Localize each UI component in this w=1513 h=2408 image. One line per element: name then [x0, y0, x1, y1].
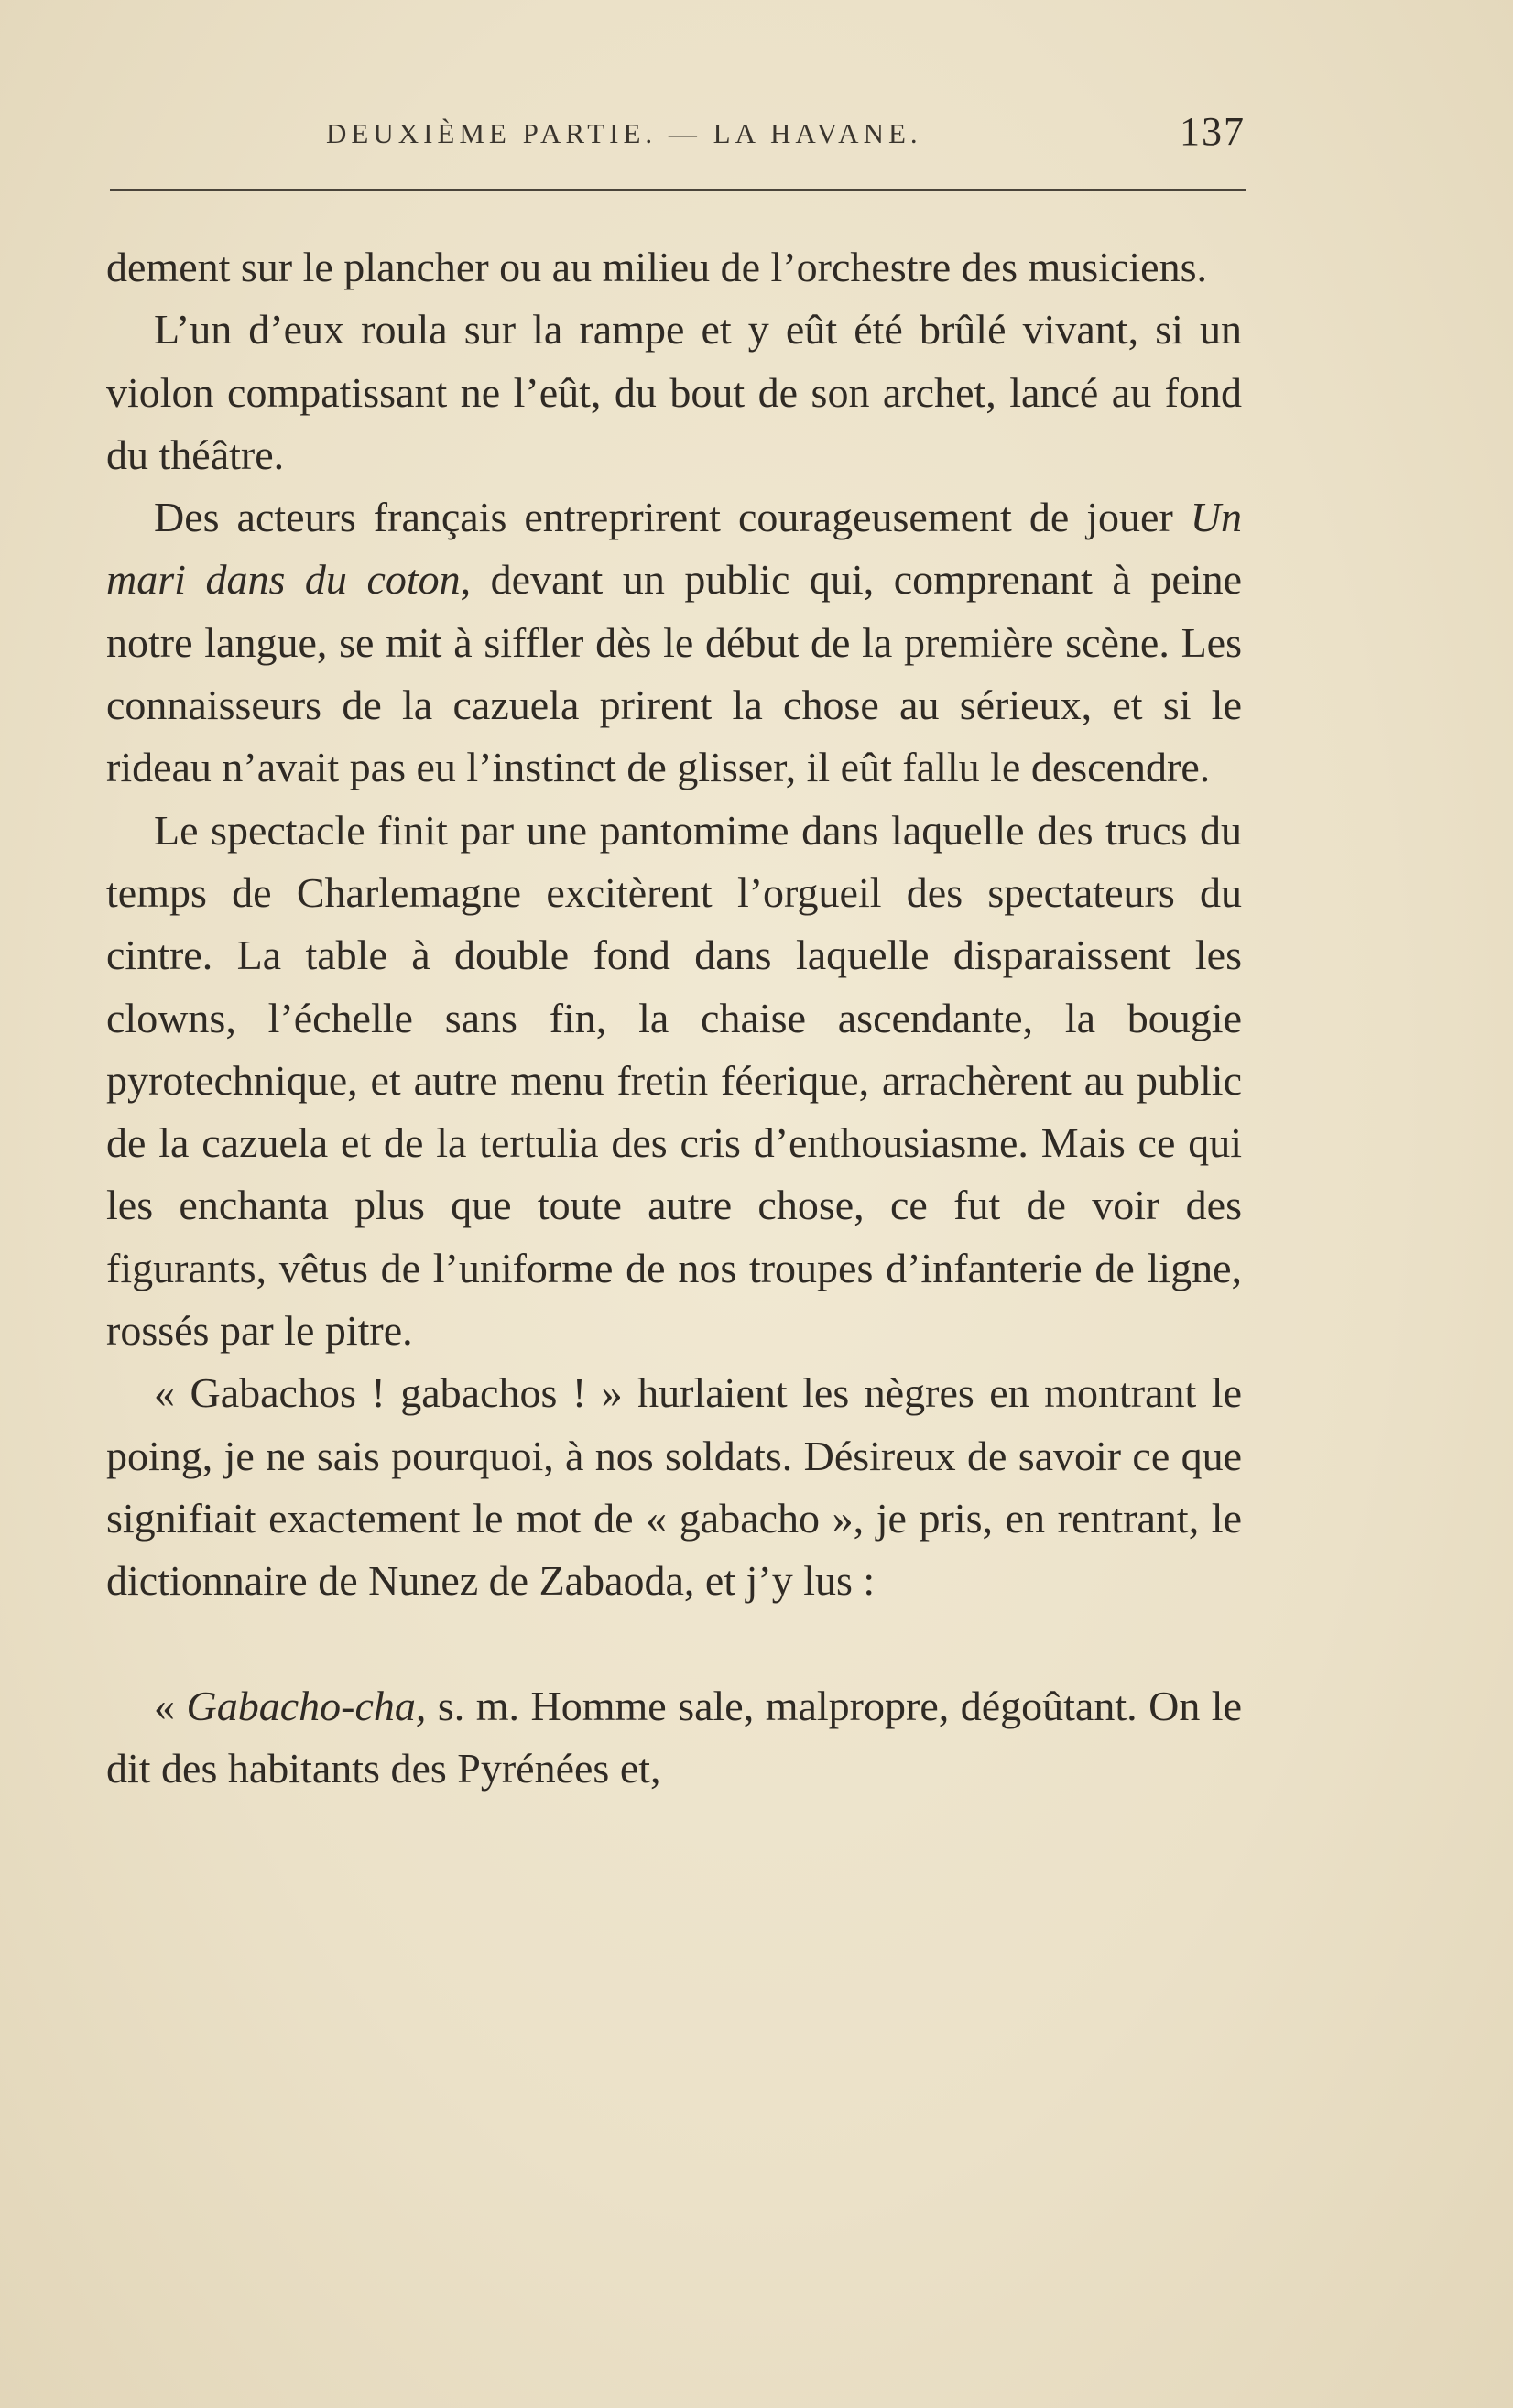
paragraph-3: [106, 486, 1242, 799]
header-rule: [110, 189, 1246, 191]
paragraph-2: L’un d’eux roula sur la rampe et y eût été brûlé vivant, si un violon compatissant ne l’eût, du bout de son archet, lancé au fond du théâtre.: [106, 306, 1242, 478]
running-head: [110, 108, 1246, 163]
page-number: 137: [1180, 109, 1246, 154]
paragraph-1: dement sur le plancher ou au milieu de l’orchestre des musiciens.: [106, 244, 1207, 290]
dictionary-term: Gabacho-cha,: [186, 1682, 427, 1729]
paragraph-5: « Gabachos ! gabachos ! » hurlaient les nègres en montrant le poing, je ne sais pourquoi, à nos soldats. Désireux de savoir ce que signifiait exactement le mot de « gabacho », je pris, en rentrant, le dictionnaire de Nunez de Zabaoda, et j’y lus :: [106, 1369, 1242, 1605]
paragraph-3-end: devant un public qui, comprenant à peine notre langue, se mit à siffler dès le début de la première scène. Les connaisseurs de la cazuela prirent la chose au sérieux, et si le rideau n’avait pas eu l’instinct de glisser, il eût fallu le descendre.: [106, 556, 1242, 791]
quote-open: «: [154, 1682, 187, 1729]
running-title: DEUXIÈME PARTIE. — LA HAVANE.: [326, 117, 922, 149]
play-title: Un mari dans du coton,: [106, 494, 1242, 604]
paragraph-4: Le spectacle finit par une pantomime dans laquelle des trucs du temps de Charlemagne excitèrent l’orgueil des spectateurs du cintre. La table à double fond dans laquelle disparaissent les clowns, l’échelle sans fin, la chaise ascendante, la bougie pyrotechnique, et autre menu fretin féerique, arrachèrent au public de la cazuela et de la tertulia des cris d’enthousiasme. Mais ce qui les enchanta plus que toute autre chose, ce fut de voir des figurants, vêtus de l’uniforme de nos troupes d’infanterie de ligne, rossés par le pitre.: [106, 806, 1242, 1355]
dictionary-quote: [106, 1675, 1242, 1801]
dictionary-definition: s. m. Homme sale, malpropre, dégoûtant. On le dit des habitants des Pyrénées et,: [106, 1682, 1243, 1792]
body-text: [106, 236, 1242, 1800]
paragraph-3-start: Des acteurs français entreprirent courageusement de jouer: [154, 494, 1191, 541]
